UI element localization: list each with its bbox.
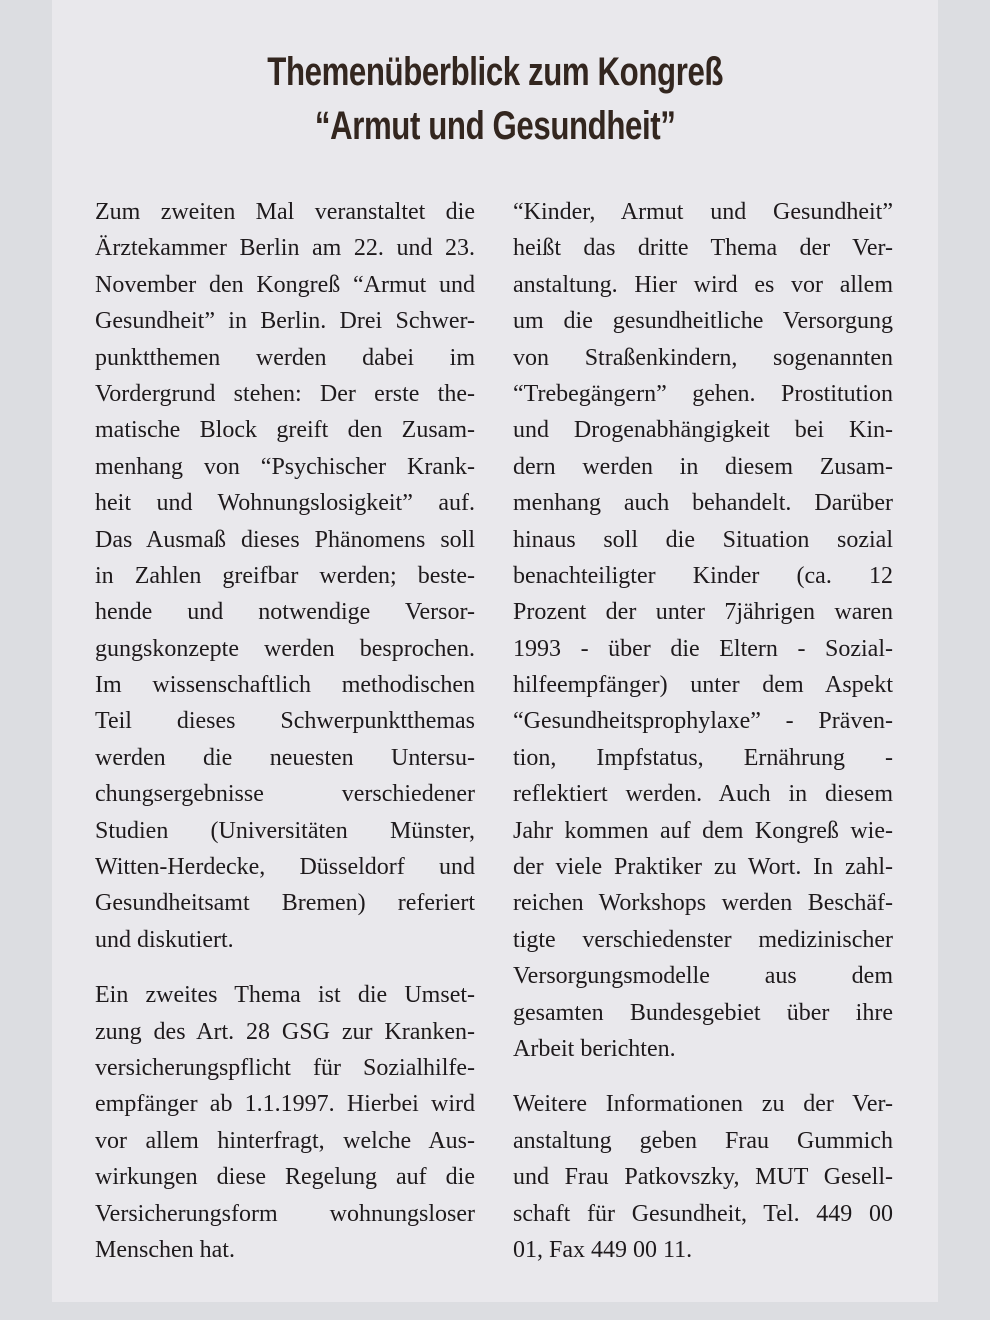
text-line: Gesundheit” in Berlin. Drei Schwer- (95, 308, 475, 335)
text-line: matische Block greift den Zusam- (95, 417, 475, 444)
title-text-1: Themenüberblick zum Kongreß (267, 50, 723, 94)
text-line: Menschen hat. (95, 1236, 235, 1263)
text-line: gesamten Bundesgebiet über ihre (513, 999, 893, 1026)
text-line: werden die neuesten Untersu- (95, 744, 475, 771)
text-line: heißt das dritte Thema der Ver- (513, 235, 893, 262)
text-line: von Straßenkindern, sogenannten (513, 344, 893, 371)
text-line: Vordergrund stehen: Der erste the- (95, 380, 475, 407)
text-line: vor allem hinterfragt, welche Aus- (95, 1127, 475, 1154)
text-line: punktthemen werden dabei im (95, 344, 475, 371)
text-line: 1993 - über die Eltern - Sozial- (513, 635, 893, 662)
text-line: reichen Workshops werden Beschäf- (513, 890, 893, 917)
text-line: und diskutiert. (95, 926, 234, 953)
text-line: “Kinder, Armut und Gesundheit” (513, 199, 893, 225)
text-line: menhang von “Psychischer Krank- (95, 453, 475, 480)
text-line: und Drogenabhängigkeit bei Kin- (513, 417, 893, 444)
text-line: Versorgungsmodelle aus dem (513, 963, 893, 990)
text-line: Ein zweites Thema ist die Umset- (95, 982, 475, 1009)
text-line: Gesundheitsamt Bremen) referiert (95, 890, 475, 917)
title-text-2: “Armut und Gesundheit” (314, 104, 676, 148)
title-line-1 (0, 50, 990, 95)
text-line: Versicherungsform wohnungsloser (95, 1200, 475, 1227)
text-line: hilfeempfänger) unter dem Aspekt (513, 672, 893, 699)
text-line: schaft für Gesundheit, Tel. 449 00 (513, 1200, 893, 1227)
text-line: “Trebegängern” gehen. Prostitution (513, 380, 893, 407)
text-line: Teil dieses Schwerpunktthemas (95, 708, 475, 735)
text-line: Im wissenschaftlich methodischen (95, 672, 475, 699)
paragraph (95, 977, 475, 1268)
text-line: tion, Impfstatus, Ernährung - (513, 744, 893, 771)
text-line: anstaltung geben Frau Gummich (513, 1127, 893, 1154)
text-line: hinaus soll die Situation sozial (513, 526, 893, 553)
text-line: wirkungen diese Regelung auf die (95, 1164, 475, 1191)
text-line: Weitere Informationen zu der Ver- (513, 1091, 893, 1118)
text-line: heit und Wohnungslosigkeit” auf. (95, 490, 475, 517)
title-line-2 (0, 104, 990, 149)
text-line: “Gesundheitsprophylaxe” - Präven- (513, 708, 893, 735)
text-line: Das Ausmaß dieses Phänomens soll (95, 526, 475, 553)
paragraph (513, 1086, 893, 1268)
text-line: hende und notwendige Versor- (95, 599, 475, 626)
text-line: Witten-Herdecke, Düsseldorf und (95, 854, 475, 881)
text-line: zung des Art. 28 GSG zur Kranken- (95, 1018, 475, 1045)
text-line: chungsergebnisse verschiedener (95, 781, 475, 808)
text-line: 01, Fax 449 00 11. (513, 1236, 693, 1263)
paragraph (95, 194, 475, 958)
text-line: reflektiert werden. Auch in diesem (513, 781, 893, 808)
paragraph (513, 194, 893, 1067)
text-line: Ärztekammer Berlin am 22. und 23. (95, 235, 475, 262)
text-line: Arbeit berichten. (513, 1035, 676, 1062)
text-line: der viele Praktiker zu Wort. In zahl- (513, 854, 893, 881)
text-line: menhang auch behandelt. Darüber (513, 490, 893, 517)
text-line: anstaltung. Hier wird es vor allem (513, 271, 893, 298)
text-line: November den Kongreß “Armut und (95, 271, 475, 298)
text-line: um die gesundheitliche Versorgung (513, 308, 893, 335)
text-line: Studien (Universitäten Münster, (95, 817, 475, 844)
text-line: tigte verschiedenster medizinischer (513, 926, 893, 953)
right-column (513, 194, 893, 1287)
text-line: empfänger ab 1.1.1997. Hierbei wird (95, 1091, 475, 1118)
text-line: gungskonzepte werden besprochen. (95, 635, 475, 662)
text-line: benachteiligter Kinder (ca. 12 (513, 562, 893, 589)
text-line: Zum zweiten Mal veranstaltet die (95, 199, 475, 225)
text-line: dern werden in diesem Zusam- (513, 453, 893, 480)
text-line: versicherungspflicht für Sozialhilfe- (95, 1054, 475, 1081)
text-line: und Frau Patkovszky, MUT Gesell- (513, 1164, 893, 1191)
left-column (95, 194, 475, 1287)
text-line: in Zahlen greifbar werden; beste- (95, 562, 475, 589)
text-line: Jahr kommen auf dem Kongreß wie- (513, 817, 893, 844)
text-line: Prozent der unter 7jährigen waren (513, 599, 893, 626)
